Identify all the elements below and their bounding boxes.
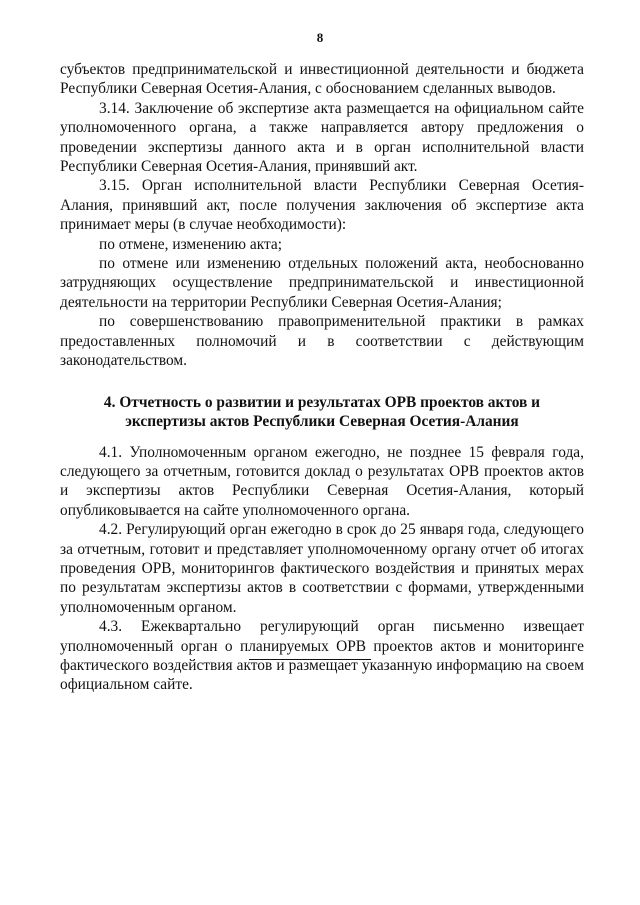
document-body	[60, 60, 584, 695]
paragraph-4-2: 4.2. Регулирующий орган ежегодно в срок до 25 января года, следующего за отчетным, готовит и представляет уполномоченному органу отчет об итогах проведения ОРВ, мониторингов фактического воздействия и принятых мерах по результатам экспертизы актов в соответствии с формами, утвержденными уполномоченным органом.	[60, 521, 584, 616]
paragraph-4-1: 4.1. Уполномоченным органом ежегодно, не позднее 15 февраля года, следующего за отчетным, готовится доклад о результатах ОРВ проектов актов и экспертизы актов Республики Северная Осетия-Алания, который опубликовывается на сайте уполномоченного органа.	[60, 443, 584, 519]
section-heading-line-2: экспертизы актов Республики Северная Осетия-Алания	[125, 412, 519, 430]
page-number: 8	[316, 30, 324, 45]
paragraph-3-14: 3.14. Заключение об экспертизе акта размещается на официальном сайте уполномоченного органа, а также направляется автору предложения о проведении экспертизы данного акта и в орган исполнительной власти Республики Северная Осетия-Алания, принявший акт.	[60, 99, 584, 176]
paragraph-4-3: 4.3. Ежеквартально регулирующий орган письменно извещает уполномоченный орган о планируемых ОРВ проектов актов и мониторинге фактического воздействия актов и размещает указанную информацию на своем официальном сайте.	[60, 618, 584, 694]
list-item-repeal: по отмене, изменению акта;	[99, 235, 283, 253]
list-item-improve-practice: по совершенствованию правоприменительной практики в рамках предоставленных полномочий и в соответствии с действующим законодательством.	[60, 313, 584, 370]
end-divider	[249, 659, 371, 660]
section-heading	[60, 393, 584, 431]
paragraph-continuation: субъектов предпринимательской и инвестиционной деятельности и бюджета Республики Северная Осетия-Алания, с обоснованием сделанных выводов.	[60, 61, 584, 98]
paragraph-3-15: 3.15. Орган исполнительной власти Республики Северная Осетия-Алания, принявший акт, после получения заключения об экспертизе акта принимает меры (в случае необходимости):	[60, 177, 584, 234]
list-item-amend-provisions: по отмене или изменению отдельных положений акта, необоснованно затрудняющих осуществление предпринимательской и инвестиционной деятельности на территории Республики Северная Осетия-Алания;	[60, 255, 584, 311]
section-heading-line-1: 4. Отчетность о развитии и результатах ОРВ проектов актов и	[103, 393, 541, 411]
